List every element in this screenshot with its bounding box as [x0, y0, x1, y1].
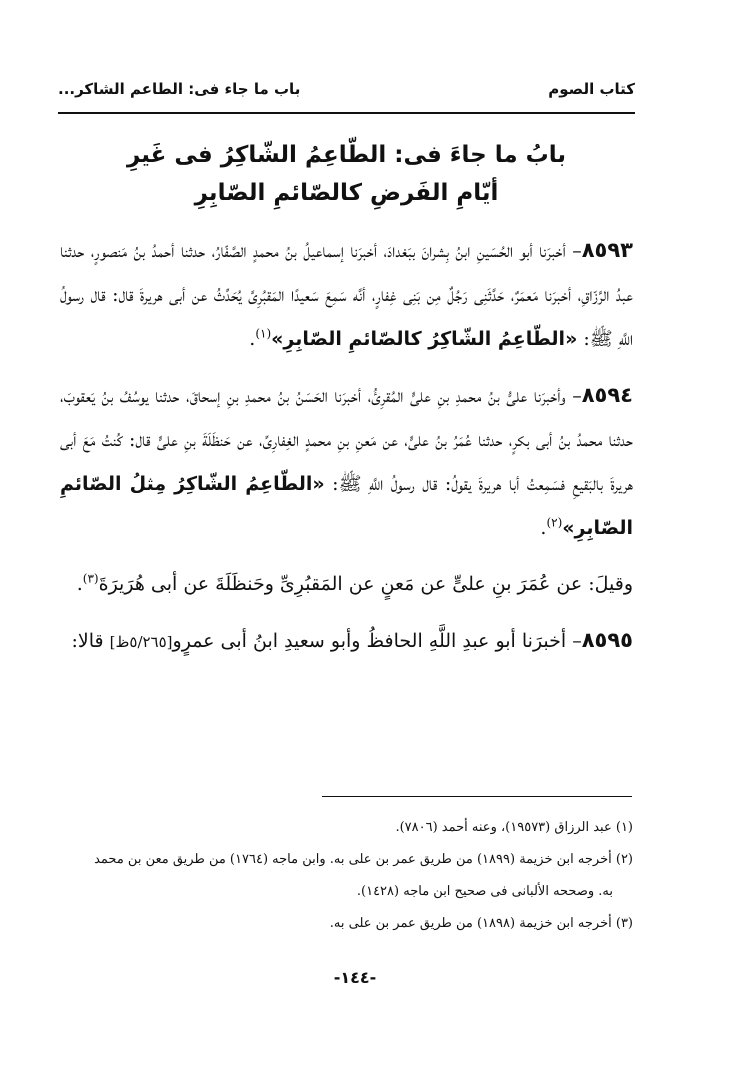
hadith-end: . — [249, 328, 256, 350]
variant-text: وقيلَ: عن عُمَرَ بنِ علىٍّ عن مَعنٍ عن المَقبُرِىِّ وحَنظَلَةَ عن أبى هُرَيرَةَ — [98, 573, 633, 595]
variant-end: . — [76, 573, 83, 595]
chapter-heading-line-1: بابُ ما جاءَ فى: الطّاعِمُ الشّاكِرُ فى غَيرِ — [126, 142, 567, 168]
hadith-number: ٨٥٩٤ — [581, 383, 633, 407]
hadith-text: – أخبرَنا أبو الحُسَينِ ابنُ بِشرانَ ببَغدادَ، أخبرَنا إسماعيلُ بنُ محمدٍ الصَّفّارُ، حدثنا أحمدُ بنُ مَنصورٍ، حدثنا عبدُ الرَّزّاقِ، أخبرَنا مَعمَرٌ، حَدَّثَنِى رَجُلٌ مِن بَنِى غِفارٍ، أنَّه سَمِعَ سَعيدًا المَقبُرِىَّ يُحَدِّثُ عن أبى هريرةَ قال: قال رسولُ اللَّهِ ﷺ: — [60, 240, 633, 350]
page-number: -١٤٤- — [333, 968, 377, 987]
hadith-end: . — [540, 517, 547, 539]
header-rule — [58, 112, 635, 114]
footnote-marker: (٢) — [546, 515, 563, 530]
footnote-3: (٣) أخرجه ابن خزيمة (١٨٩٨) من طريق عمر بن على به. — [329, 916, 633, 931]
hadith-8593 — [60, 228, 633, 361]
footnote-1: (١) عبد الرزاق (١٩٥٧٣)، وعنه أحمد (٧٨٠٦). — [395, 820, 633, 835]
footnote-2: (٢) أخرجه ابن خزيمة (١٨٩٩) من طريق عمر بن على به. وابن ماجه (١٧٦٤) من طريق معن بن محمد — [94, 852, 633, 867]
hadith-text: – وأخبرَنا علىُّ بنُ محمدِ بنِ علىٍّ المُقرِئُ، أخبرَنا الحَسَنُ بنُ محمدِ بنِ إسحاقَ، حدثنا يوسُفُ بنُ يَعقوبَ، حدثنا محمدُ بنُ أبى بكرٍ، حدثنا عُمَرُ بنُ علىٍّ، عن مَعنِ بنِ محمدٍ الغِفارِىِّ، عن حَنظَلَةَ بنِ علىٍّ قال: كُنتُ مَعَ أبى هريرةَ بالبَقيعِ فسَمِعتُ أبا هريرةَ يقولُ: قال رسولُ اللَّهِ ﷺ: — [60, 385, 633, 495]
footnotes — [60, 812, 633, 940]
running-header — [58, 74, 635, 108]
hadith-number: ٨٥٩٥ — [581, 628, 633, 652]
hadith-end: قالا: — [71, 630, 110, 652]
footnote-marker: (٣) — [82, 571, 99, 586]
hadith-text: – أخبرَنا أبو عبدِ اللَّهِ الحافظُ وأبو سعيدِ ابنُ أبى عمرٍو — [172, 630, 582, 652]
hadith-8594 — [60, 373, 633, 550]
chapter-title: باب ما جاء فى: الطاعم الشاكر... — [58, 80, 301, 98]
book-title: كتاب الصوم — [548, 80, 635, 98]
chapter-heading — [80, 136, 613, 212]
footnote-marker: (١) — [255, 326, 272, 341]
footnote-2-continued: به. وصححه الألبانى فى صحيح ابن ماجه (١٤٢٨). — [356, 884, 613, 899]
variant-note — [60, 562, 633, 606]
body-text — [60, 228, 633, 664]
hadith-number: ٨٥٩٣ — [581, 238, 633, 262]
hadith-8595 — [60, 618, 633, 664]
footnote-rule — [322, 796, 632, 797]
manuscript-folio-ref: [٥/٢٦٥ظ] — [109, 633, 173, 651]
chapter-heading-line-2: أيّامِ الفَرضِ كالصّائمِ الصّابِرِ — [194, 180, 499, 206]
hadith-quote: «الطّاعِمُ الشّاكِرُ مِثلُ الصّائمِ الصّابِرِ» — [60, 473, 633, 539]
hadith-quote: «الطّاعِمُ الشّاكِرُ كالصّائمِ الصّابِرِ» — [271, 328, 578, 350]
